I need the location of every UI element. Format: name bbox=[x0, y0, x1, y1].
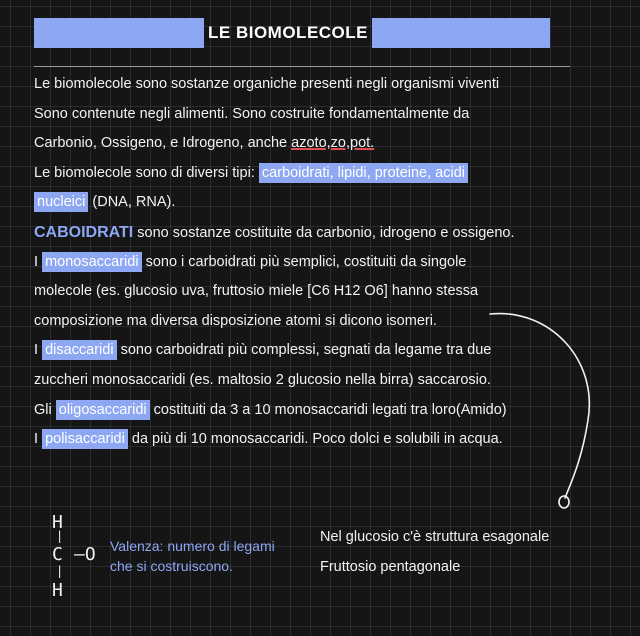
text: Gli bbox=[34, 401, 56, 418]
title-underline bbox=[34, 66, 570, 67]
note-line bbox=[34, 100, 594, 130]
highlight-term: monosaccaridi bbox=[42, 252, 142, 272]
page-title: LE BIOMOLECOLE bbox=[208, 23, 368, 42]
valence-note bbox=[110, 536, 315, 576]
highlight-term: oligosaccaridi bbox=[56, 400, 150, 420]
valence-line: Valenza: numero di legami bbox=[110, 538, 275, 554]
title-bar-right bbox=[372, 18, 550, 48]
atom-c: C bbox=[52, 544, 63, 565]
glucose-line: Fruttosio pentagonale bbox=[320, 559, 461, 575]
valence-line: che si costruiscono. bbox=[110, 558, 233, 574]
text: composizione ma diversa disposizione atomi si dicono isomeri. bbox=[34, 312, 437, 329]
note-line bbox=[34, 188, 594, 218]
glucose-line: Nel glucosio c'è struttura esagonale bbox=[320, 529, 550, 545]
methanol-formula bbox=[46, 512, 116, 607]
text: Le biomolecole sono di diversi tipi: bbox=[34, 164, 259, 181]
curved-arrow-icon bbox=[470, 300, 610, 515]
highlight-term: polisaccaridi bbox=[42, 429, 128, 449]
text: molecole (es. glucosio uva, fruttosio miele [C6 H12 O6] hanno stessa bbox=[34, 283, 479, 300]
text: zuccheri monosaccaridi (es. maltosio 2 glucosio nella birra) saccarosio. bbox=[34, 371, 491, 388]
atom-h: H bbox=[52, 512, 63, 533]
bond-o: –O bbox=[74, 544, 96, 565]
underlined-elements: azoto,zo,pot. bbox=[291, 135, 375, 152]
text: Carbonio, Ossigeno, e Idrogeno, anche bbox=[34, 135, 292, 152]
text: Le biomolecole sono sostanze organiche presenti negli organismi viventi bbox=[34, 76, 500, 92]
text: Sono contenute negli alimenti. Sono costruite fondamentalmente da bbox=[34, 105, 470, 122]
highlight-nucleici: nucleici bbox=[34, 192, 88, 212]
note-line bbox=[34, 129, 594, 159]
section-heading: CABOIDRATI bbox=[34, 223, 134, 241]
text: I bbox=[34, 342, 43, 359]
bond-bottom: | bbox=[56, 564, 64, 578]
title-bar-left bbox=[34, 18, 204, 48]
text: costituiti da 3 a 10 monosaccaridi legati tra loro(Amido) bbox=[149, 401, 507, 418]
text: I bbox=[34, 253, 43, 270]
text: I bbox=[34, 431, 43, 448]
note-line bbox=[34, 218, 594, 248]
text: da più di 10 monosaccaridi. Poco dolci e solubili in acqua. bbox=[127, 431, 503, 448]
text: (DNA, RNA). bbox=[88, 194, 176, 211]
highlight-term: disaccaridi bbox=[42, 340, 117, 360]
text: sono carboidrati più complessi, segnati da legame tra due bbox=[116, 342, 492, 359]
text: sono i carboidrati più semplici, costituiti da singole bbox=[141, 253, 467, 270]
atom-h: H bbox=[52, 580, 63, 601]
highlight-types: carboidrati, lipidi, proteine, acidi bbox=[259, 163, 468, 183]
note-line bbox=[34, 248, 594, 278]
glucose-note bbox=[320, 522, 620, 582]
note-line bbox=[34, 70, 594, 100]
bond-top: | bbox=[56, 529, 64, 543]
text: sono sostanze costituite da carbonio, idrogeno e ossigeno. bbox=[133, 224, 515, 241]
note-line bbox=[34, 159, 594, 189]
